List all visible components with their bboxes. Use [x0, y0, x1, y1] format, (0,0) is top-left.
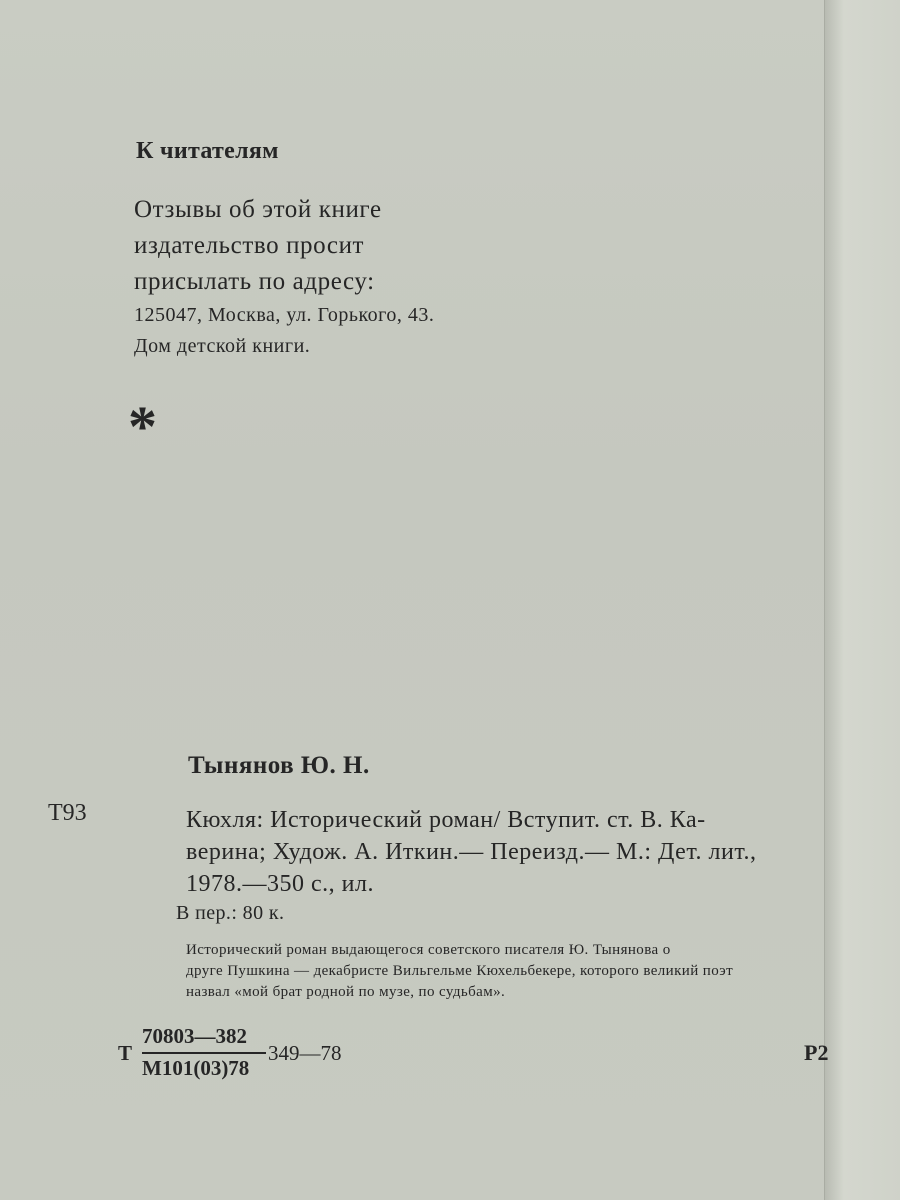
index-prefix: Т [118, 1041, 133, 1065]
notice-line: Отзывы об этой книге [134, 196, 382, 223]
adjacent-page-edge [824, 0, 900, 1200]
fraction-line [142, 1052, 266, 1054]
asterisk-ornament: * [128, 394, 157, 459]
entry-line: верина; Худож. А. Иткин.— Переизд.— М.: Дет. лит., [186, 839, 757, 865]
catalog-index [118, 1024, 378, 1084]
catalog-annotation [186, 940, 826, 1003]
address-line: Дом детской книги. [134, 335, 311, 357]
annotation-line: Исторический роман выдающегося советского писателя Ю. Тынянова о [186, 942, 671, 958]
catalog-price: В пер.: 80 к. [176, 902, 285, 924]
notice-line: издательство просит [134, 232, 365, 259]
notice-line: присылать по адресу: [134, 268, 375, 295]
readers-heading: К читателям [136, 138, 279, 164]
catalog-entry [186, 804, 846, 900]
index-numerator: 70803—382 [142, 1024, 247, 1048]
index-suffix: 349—78 [268, 1041, 342, 1065]
classification-code: Р2 [804, 1040, 829, 1065]
annotation-line: назвал «мой брат родной по музе, по судьбам». [186, 984, 506, 1000]
catalog-code: Т93 [48, 800, 87, 826]
annotation-line: друге Пушкина — декабристе Вильгельме Кюхельбекере, которого великий поэт [186, 963, 734, 979]
readers-notice [134, 192, 694, 362]
entry-line: Кюхля: Исторический роман/ Вступит. ст. В. Ка- [186, 807, 706, 833]
address-line: 125047, Москва, ул. Горького, 43. [134, 304, 435, 326]
index-denominator: М101(03)78 [142, 1056, 250, 1080]
catalog-author: Тынянов Ю. Н. [188, 752, 370, 779]
entry-line: 1978.—350 с., ил. [186, 871, 374, 897]
